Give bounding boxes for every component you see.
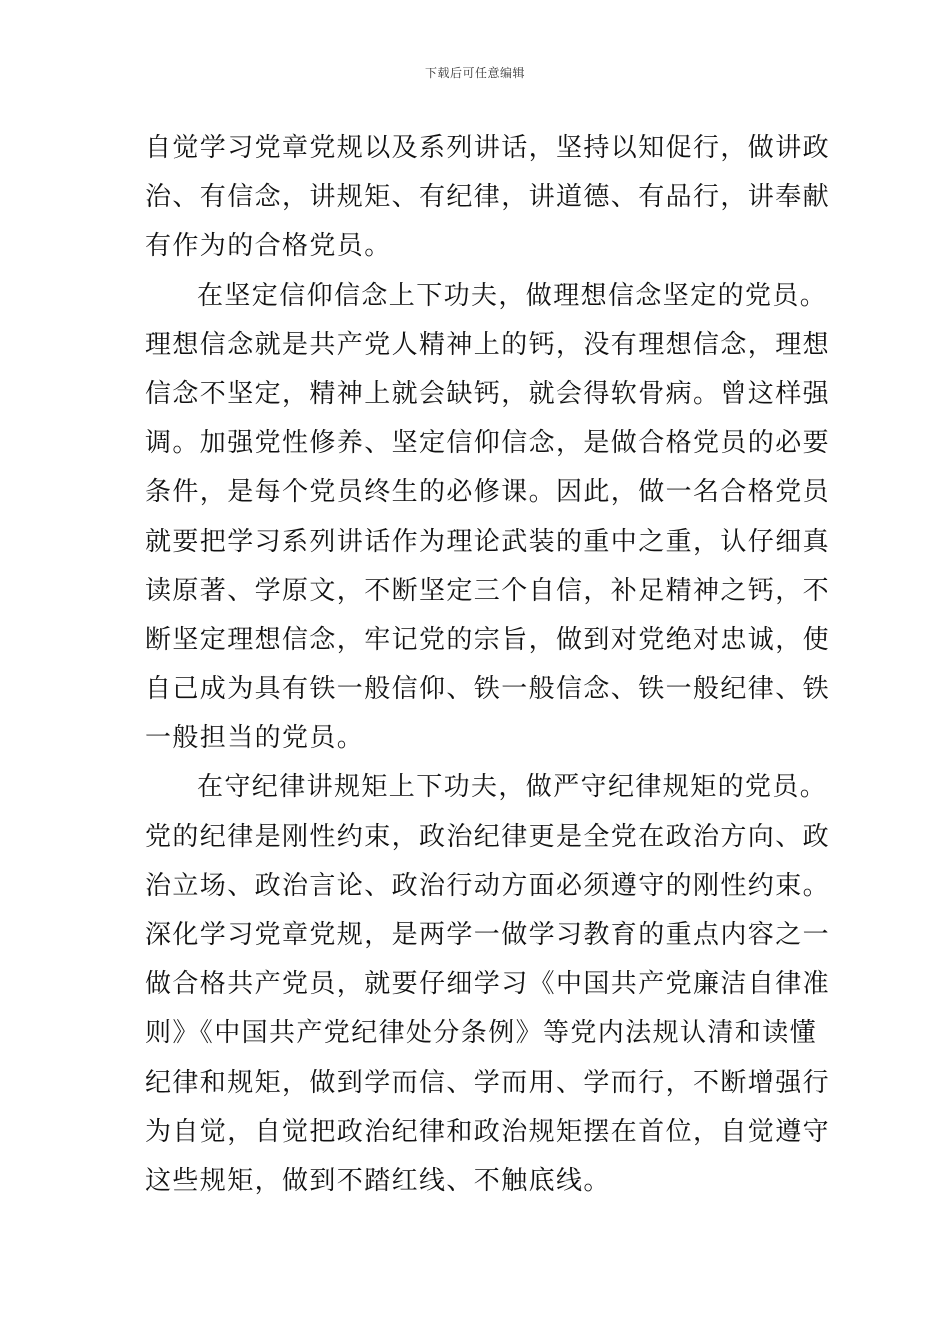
text-line: 自己成为具有铁一般信仰、铁一般信念、铁一般纪律、铁 bbox=[145, 674, 831, 705]
text-line: 信念不坚定，精神上就会缺钙，就会得软骨病。曾这样强 bbox=[145, 378, 831, 409]
text-line: 断坚定理想信念，牢记党的宗旨，做到对党绝对忠诚，使 bbox=[145, 624, 831, 655]
body-text bbox=[145, 124, 831, 1206]
text-line: 治立场、政治言论、政治行动方面必须遵守的刚性约束。 bbox=[145, 870, 831, 901]
text-line: 一般担当的党员。 bbox=[145, 723, 365, 754]
text-line: 在坚定信仰信念上下功夫，做理想信念坚定的党员。 bbox=[197, 280, 828, 311]
paragraph-2 bbox=[145, 272, 831, 764]
paragraph-1 bbox=[145, 124, 831, 272]
text-line: 这些规矩，做到不踏红线、不触底线。 bbox=[145, 1165, 611, 1196]
text-line: 党的纪律是刚性约束，政治纪律更是全党在政治方向、政 bbox=[145, 821, 831, 852]
text-line: 做合格共产党员，就要仔细学习《中国共产党廉洁自律准 bbox=[145, 969, 831, 1000]
text-line: 调。加强党性修养、坚定信仰信念，是做合格党员的必要 bbox=[145, 428, 831, 459]
text-line: 读原著、学原文，不断坚定三个自信，补足精神之钙，不 bbox=[145, 575, 831, 606]
text-line: 在守纪律讲规矩上下功夫，做严守纪律规矩的党员。 bbox=[197, 772, 828, 803]
text-line: 理想信念就是共产党人精神上的钙，没有理想信念，理想 bbox=[145, 329, 831, 360]
text-line: 自觉学习党章党规以及系列讲话，坚持以知促行，做讲政 bbox=[145, 133, 831, 163]
text-line: 为自觉，自觉把政治纪律和政治规矩摆在首位，自觉遵守 bbox=[145, 1116, 831, 1147]
paragraph-3 bbox=[145, 763, 831, 1206]
text-line: 深化学习党章党规，是两学一做学习教育的重点内容之一 bbox=[145, 920, 831, 950]
header-note: 下载后可任意编辑 bbox=[424, 66, 525, 80]
text-line: 有作为的合格党员。 bbox=[145, 231, 392, 262]
text-line: 条件，是每个党员终生的必修课。因此，做一名合格党员 bbox=[145, 477, 831, 508]
text-line: 纪律和规矩，做到学而信、学而用、学而行，不断增强行 bbox=[145, 1067, 831, 1098]
text-line: 就要把学习系列讲话作为理论武装的重中之重，认仔细真 bbox=[145, 526, 831, 557]
text-line: 治、有信念，讲规矩、有纪律，讲道德、有品行，讲奉献 bbox=[145, 182, 831, 213]
text-line: 则》《中国共产党纪律处分条例》等党内法规认清和读懂 bbox=[145, 1018, 818, 1049]
